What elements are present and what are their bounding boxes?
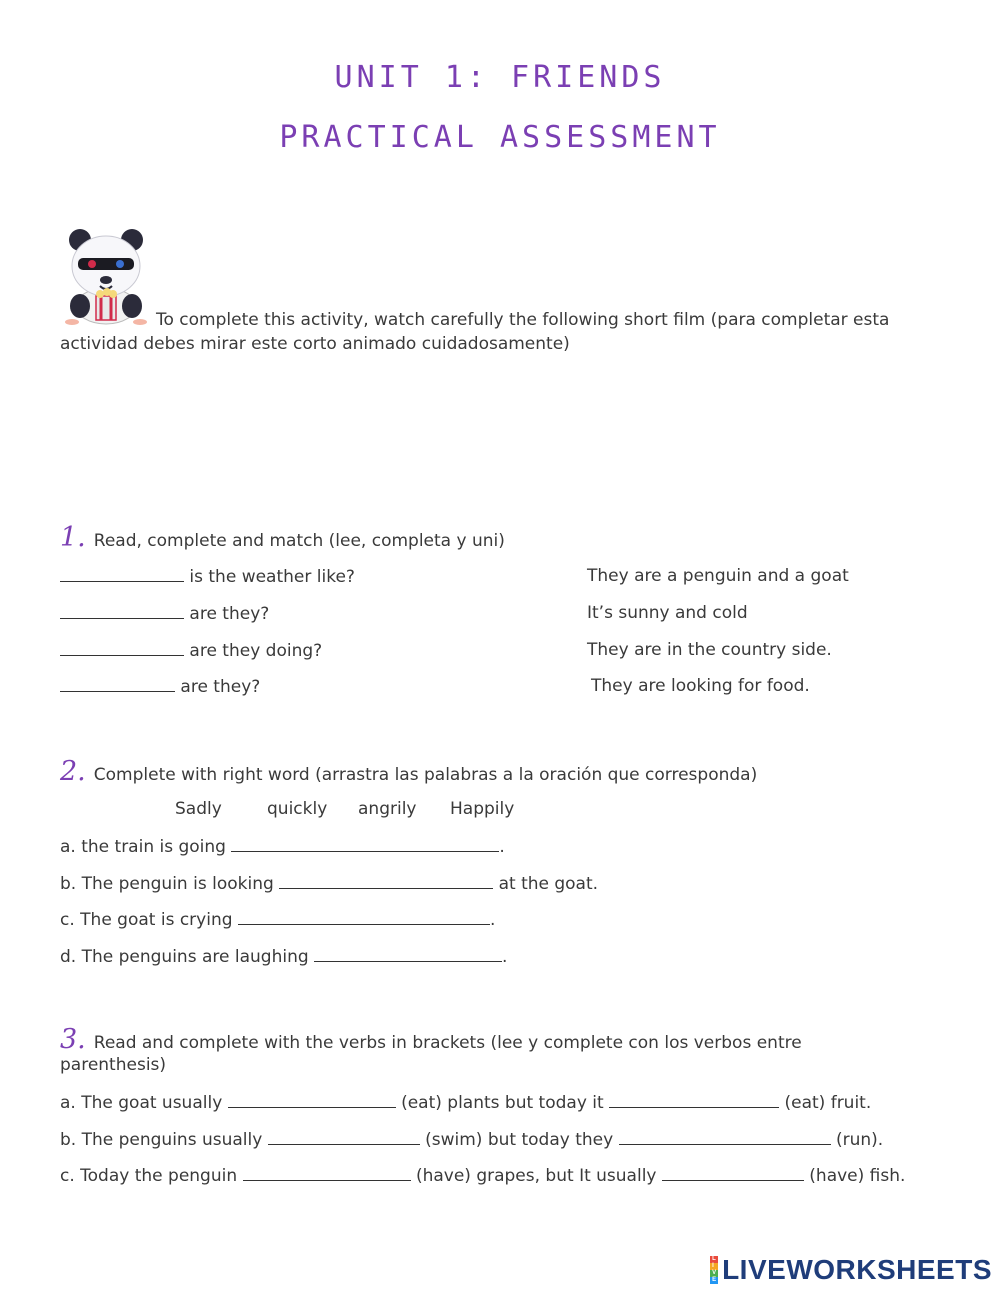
sentence: c. Today the penguin (have) grapes, but It usually (have) fish.: [60, 1166, 906, 1186]
answer-blank[interactable]: [238, 909, 490, 925]
answer-blank[interactable]: [231, 836, 499, 852]
section-1-heading: [60, 522, 505, 553]
answer-blank[interactable]: [268, 1129, 420, 1145]
word-bank-item[interactable]: quickly: [267, 799, 328, 819]
section-instruction-continued: parenthesis): [60, 1055, 167, 1075]
answer-blank[interactable]: [228, 1092, 396, 1108]
match-question: are they doing?: [60, 640, 322, 661]
answer-blank[interactable]: [662, 1165, 804, 1181]
answer-blank[interactable]: [279, 873, 493, 889]
section-number: 2.: [60, 756, 86, 787]
answer-blank[interactable]: [609, 1092, 779, 1108]
word-bank-item[interactable]: Sadly: [175, 799, 222, 819]
match-answer[interactable]: They are in the country side.: [587, 640, 832, 660]
match-answer[interactable]: They are looking for food.: [591, 676, 810, 696]
answer-blank[interactable]: [314, 946, 502, 962]
intro-text: To complete this activity, watch carefully the following short film (para completar esta actividad debes mirar este corto animado cuidadosamente): [60, 310, 890, 354]
match-question: are they?: [60, 603, 269, 624]
answer-blank[interactable]: [60, 566, 184, 582]
answer-blank[interactable]: [243, 1165, 411, 1181]
page-title: UNIT 1: FRIENDS: [334, 60, 666, 95]
section-instruction: Read and complete with the verbs in brackets (lee y complete con los verbos entre: [93, 1033, 802, 1053]
word-bank-item[interactable]: Happily: [450, 799, 515, 819]
sentence: b. The penguin is looking at the goat.: [60, 874, 599, 894]
answer-blank[interactable]: [60, 603, 184, 619]
section-number: 1.: [60, 522, 86, 553]
sentence: a. the train is going .: [60, 837, 505, 857]
match-answer[interactable]: They are a penguin and a goat: [587, 566, 849, 586]
sentence: c. The goat is crying .: [60, 910, 496, 930]
match-question: is the weather like?: [60, 566, 355, 587]
sentence: a. The goat usually (eat) plants but today it (eat) fruit.: [60, 1093, 872, 1113]
section-instruction: Read, complete and match (lee, completa y uni): [93, 531, 505, 551]
page-subtitle: PRACTICAL ASSESSMENT: [279, 120, 721, 155]
sentence: b. The penguins usually (swim) but today they (run).: [60, 1130, 884, 1150]
liveworksheets-logo: [710, 1254, 992, 1286]
section-3-heading: [60, 1024, 802, 1055]
answer-blank[interactable]: [60, 676, 175, 692]
logo-text: LIVEWORKSHEETS: [722, 1254, 992, 1285]
answer-blank[interactable]: [60, 640, 184, 656]
section-2-heading: [60, 756, 757, 787]
logo-mark-icon: L I V E: [712, 1256, 717, 1283]
match-answer[interactable]: It’s sunny and cold: [587, 603, 748, 623]
section-number: 3.: [60, 1024, 86, 1055]
sentence: d. The penguins are laughing .: [60, 947, 508, 967]
match-question: are they?: [60, 676, 260, 697]
section-instruction: Complete with right word (arrastra las palabras a la oración que corresponda): [93, 765, 758, 785]
word-bank-item[interactable]: angrily: [358, 799, 417, 819]
answer-blank[interactable]: [619, 1129, 831, 1145]
